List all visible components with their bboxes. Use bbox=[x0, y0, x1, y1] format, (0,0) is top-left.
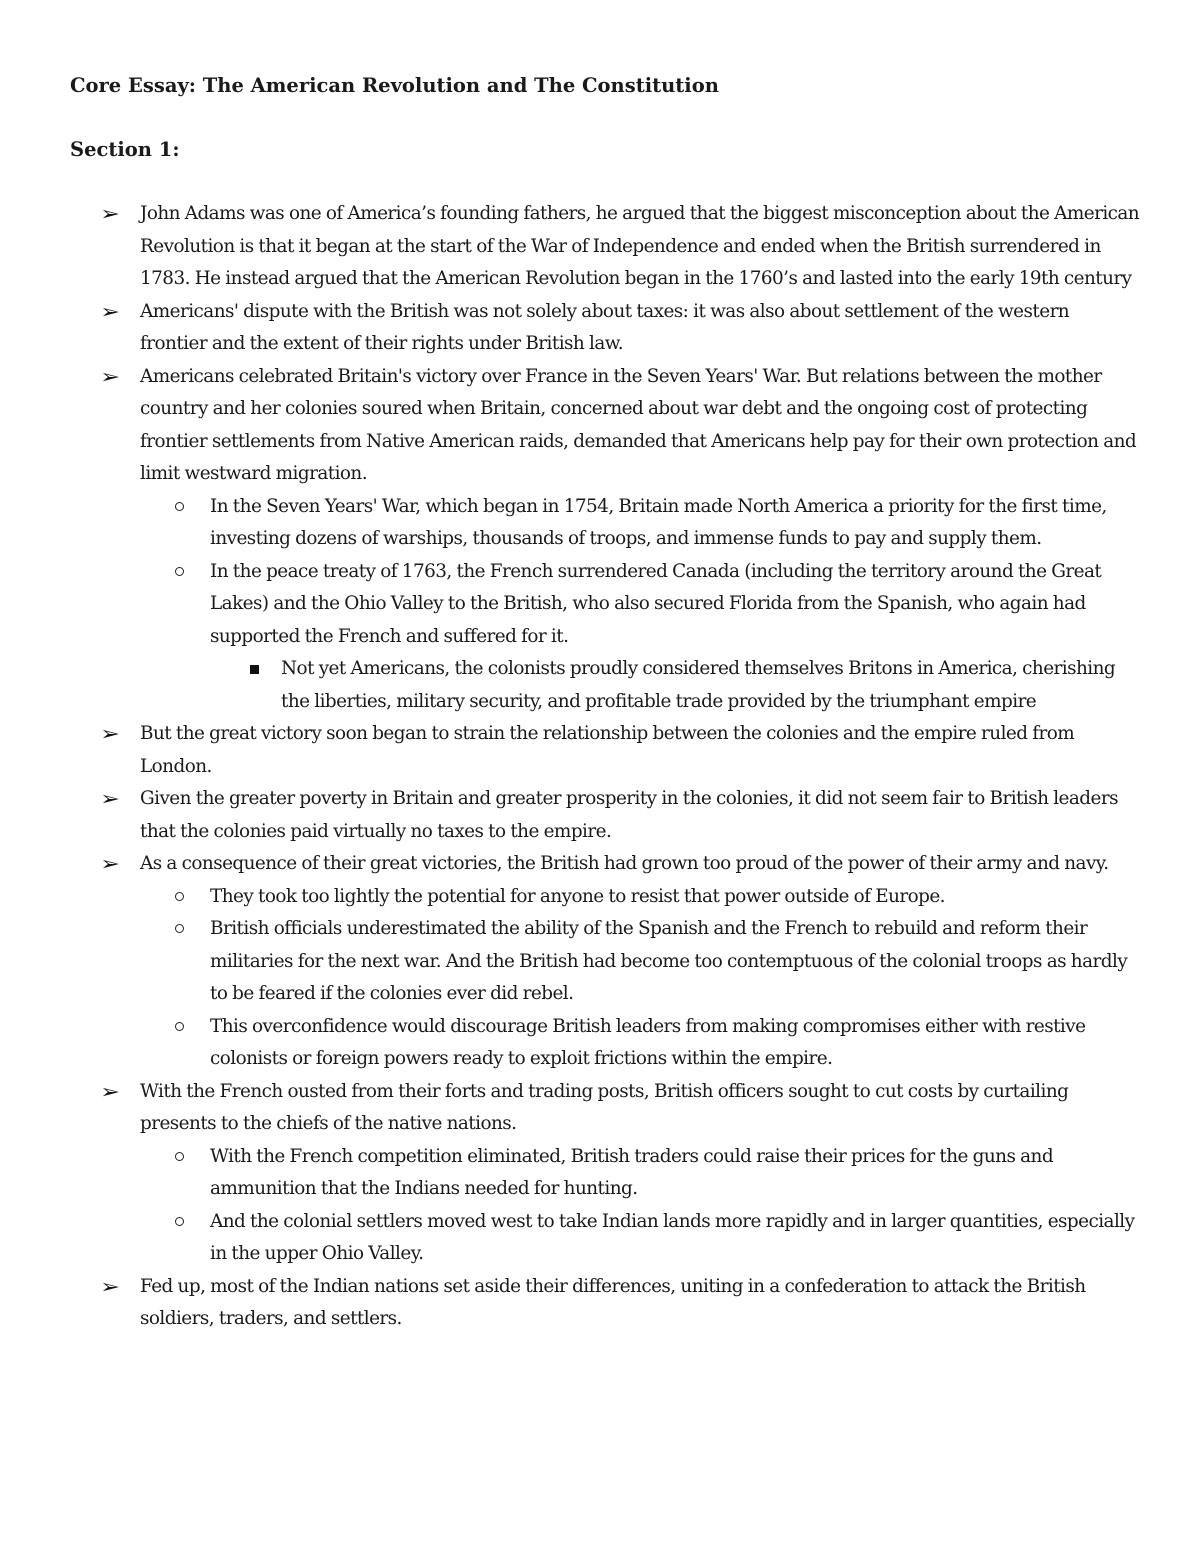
arrow-bullet-icon: ➢ bbox=[100, 723, 120, 745]
arrow-bullet-icon: ➢ bbox=[100, 788, 120, 810]
list-subitem bbox=[70, 491, 1140, 556]
list-item-text: With the French ousted from their forts and trading posts, British officers sought to cut costs by curtailing presents to the chiefs of the native nations. bbox=[140, 1080, 1069, 1134]
list-subitem bbox=[70, 1011, 1140, 1076]
list-item-text: With the French competition eliminated, British traders could raise their prices for the guns and ammunition that the Indians needed for hunting. bbox=[210, 1145, 1054, 1199]
list-item-text: Not yet Americans, the colonists proudly considered themselves Britons in America, cherishing the liberties, military security, and profitable trade provided by the triumphant empire bbox=[281, 658, 1116, 712]
list-item-text: In the peace treaty of 1763, the French surrendered Canada (including the territory around the Great Lakes) and the Ohio Valley to the British, who also secured Florida from the Spanish, who again had supported the French and suffered for it. bbox=[210, 560, 1102, 647]
list-item-text: As a consequence of their great victories, the British had grown too proud of the power of their army and navy. bbox=[140, 853, 1109, 874]
list-item-text: Americans celebrated Britain's victory over France in the Seven Years' War. But relations between the mother country and her colonies soured when Britain, concerned about war debt and the ongoing cost of protecting frontier settlements from Native American raids, demanded that Americans help pay for their own protection and limit westward migration. bbox=[140, 365, 1137, 484]
arrow-bullet-icon: ➢ bbox=[100, 1275, 120, 1298]
list-subitem bbox=[70, 913, 1140, 1011]
bullet-list bbox=[70, 198, 1140, 1336]
circle-bullet-icon bbox=[175, 1022, 184, 1031]
list-subitem bbox=[70, 1141, 1140, 1206]
list-item bbox=[70, 718, 1140, 783]
arrow-bullet-icon: ➢ bbox=[100, 1080, 120, 1103]
list-item bbox=[70, 296, 1140, 361]
document-title: Core Essay: The American Revolution and The Constitution bbox=[70, 74, 719, 97]
circle-bullet-icon bbox=[175, 1217, 184, 1226]
list-item bbox=[70, 783, 1140, 848]
list-item-text: In the Seven Years' War, which began in 1754, Britain made North America a priority for the first time, investing dozens of warships, thousands of troops, and immense funds to pay and supply them. bbox=[210, 495, 1107, 549]
list-item bbox=[70, 848, 1140, 881]
list-item bbox=[70, 361, 1140, 491]
list-item-text: Americans' dispute with the British was not solely about taxes: it was also about settlement of the western frontier and the extent of their rights under British law. bbox=[140, 300, 1070, 354]
arrow-bullet-icon: ➢ bbox=[100, 853, 120, 875]
list-item-text: This overconfidence would discourage British leaders from making compromises either with restive colonists or foreign powers ready to exploit frictions within the empire. bbox=[210, 1015, 1086, 1069]
arrow-bullet-icon: ➢ bbox=[100, 365, 120, 388]
square-bullet-icon bbox=[250, 665, 259, 674]
list-subitem bbox=[70, 881, 1140, 914]
section-heading: Section 1: bbox=[70, 138, 180, 161]
list-item-text: And the colonial settlers moved west to take Indian lands more rapidly and in larger quantities, especially in the upper Ohio Valley. bbox=[210, 1210, 1135, 1264]
circle-bullet-icon bbox=[175, 502, 184, 511]
list-item-text: Given the greater poverty in Britain and greater prosperity in the colonies, it did not seem fair to British leaders that the colonies paid virtually no taxes to the empire. bbox=[140, 788, 1118, 842]
list-subitem bbox=[70, 1206, 1140, 1271]
circle-bullet-icon bbox=[175, 924, 184, 933]
arrow-bullet-icon: ➢ bbox=[100, 300, 120, 323]
circle-bullet-icon bbox=[175, 567, 184, 576]
list-item-text: They took too lightly the potential for anyone to resist that power outside of Europe. bbox=[210, 885, 945, 907]
list-item bbox=[70, 1076, 1140, 1141]
arrow-bullet-icon: ➢ bbox=[100, 203, 120, 225]
circle-bullet-icon bbox=[175, 1152, 184, 1161]
list-item-text: British officials underestimated the ability of the Spanish and the French to rebuild and reform their militaries for the next war. And the British had become too contemptuous of the colonial troops as hardly to be feared if the colonies ever did rebel. bbox=[210, 918, 1128, 1004]
list-item bbox=[70, 1271, 1140, 1336]
list-item-text: John Adams was one of America’s founding fathers, he argued that the biggest misconception about the American Revolution is that it began at the start of the War of Independence and ended when the British surrendered in 1783. He instead argued that the American Revolution began in the 1760’s and lasted into the early 19th century bbox=[140, 203, 1140, 289]
list-subsubitem bbox=[70, 653, 1140, 718]
list-subitem bbox=[70, 556, 1140, 654]
list-item bbox=[70, 198, 1140, 296]
list-item-text: But the great victory soon began to strain the relationship between the colonies and the empire ruled from London. bbox=[140, 723, 1075, 777]
circle-bullet-icon bbox=[175, 892, 184, 901]
document-page bbox=[70, 70, 1140, 1336]
list-item-text: Fed up, most of the Indian nations set aside their differences, uniting in a confederation to attack the British soldiers, traders, and settlers. bbox=[140, 1275, 1086, 1329]
